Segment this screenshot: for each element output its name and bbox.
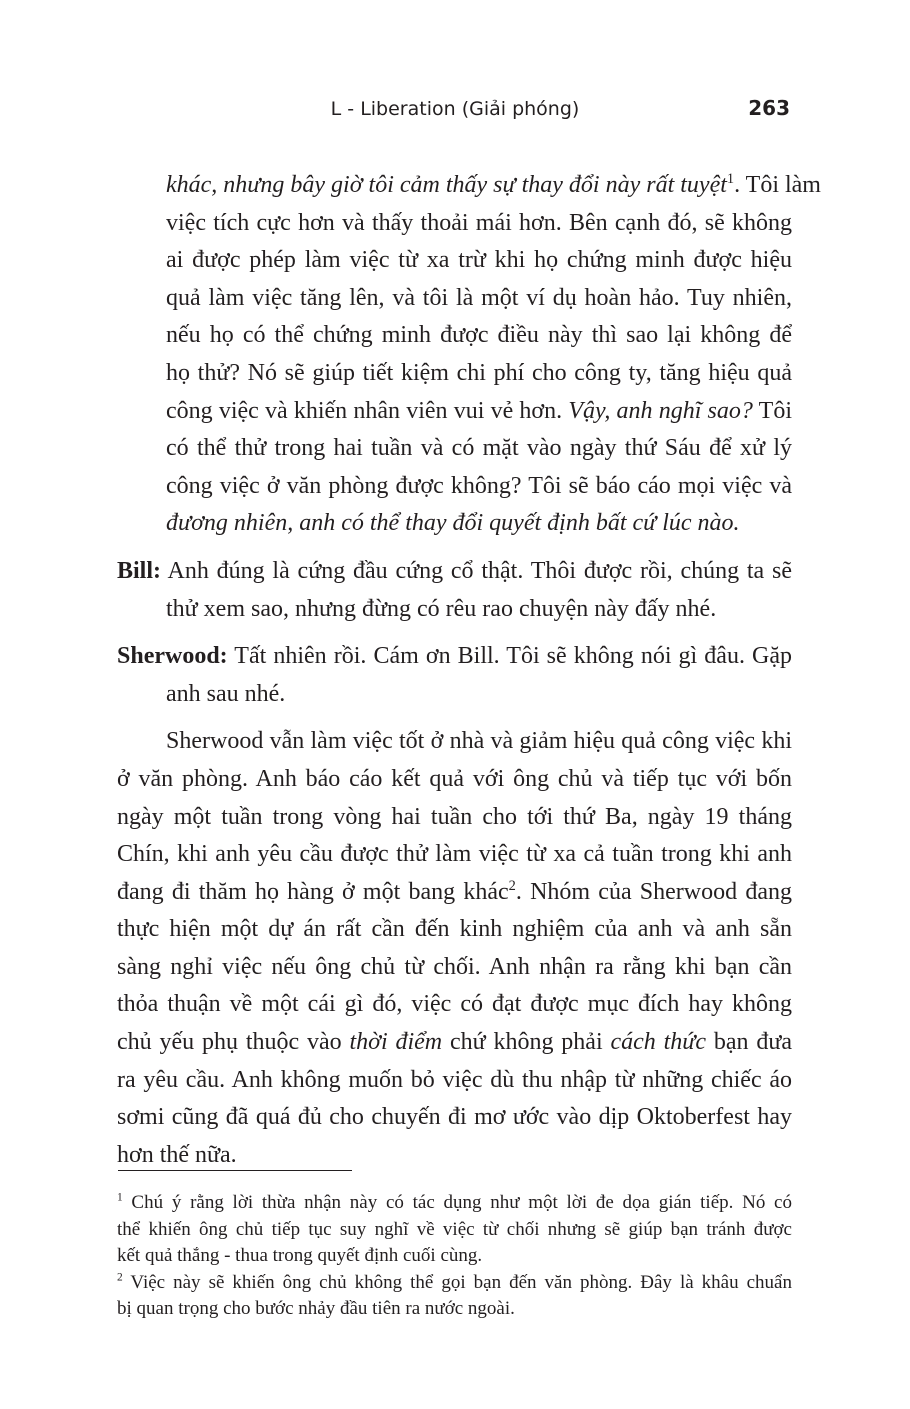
- speaker-name: Sherwood:: [117, 643, 228, 670]
- text-line: Sherwood vẫn làm việc tốt ở nhà và giảm hiệu quả công việc khi: [166, 728, 792, 755]
- footnote-line: $^2$ Việc này sẽ khiến ông chủ không thể gọi bạn đến văn phòng. Đây là khâu chuẩn: [117, 1271, 792, 1293]
- text-line: chủ yếu phụ thuộc vào thời điểm chứ không phải cách thức bạn đưa: [117, 1029, 793, 1056]
- text-line: đang đi thăm họ hàng ở một bang khác$^2$. Nhóm của Sherwood đang: [117, 877, 792, 905]
- dialogue-sherwood: [117, 638, 792, 713]
- text-line: Sherwood: Tất nhiên rồi. Cám ơn Bill. Tôi sẽ không nói gì đâu. Gặp: [117, 643, 792, 670]
- text-line: ở văn phòng. Anh báo cáo kết quả với ông chủ và tiếp tục với bốn: [117, 765, 792, 792]
- text-line: Bill: Anh đúng là cứng đầu cứng cổ thật. Thôi được rồi, chúng ta sẽ: [117, 557, 792, 584]
- text-line: khác, nhưng bây giờ tôi cảm thấy sự thay đổi này rất tuyệt$^1$. Tôi làm: [166, 171, 821, 198]
- text-line: ra yêu cầu. Anh không muốn bỏ việc dù thu nhập từ những chiếc áo: [117, 1066, 792, 1093]
- italic-text: cách thức: [610, 1029, 707, 1056]
- footnote-line: kết quả thắng - thua trong quyết định cuối cùng.: [117, 1245, 483, 1266]
- footnote-1: [117, 1190, 792, 1270]
- footnote-marker: 2: [117, 1271, 123, 1284]
- text-line: [166, 505, 792, 543]
- text-line: công việc ở văn phòng được không? Tôi sẽ báo cáo mọi việc và: [166, 472, 792, 499]
- chapter-title: L - Liberation (Giải phóng): [330, 98, 580, 120]
- dialogue-continuation: [117, 167, 821, 543]
- text-line: thực hiện một dự án rất cần đến kinh nghiệm của anh và anh sẵn: [117, 916, 792, 943]
- text-line: công việc và khiến nhân viên vui vẻ hơn. Vậy, anh nghĩ sao? Tôi: [166, 397, 792, 424]
- italic-text: thời điểm: [349, 1029, 443, 1056]
- text-line: sàng nghỉ việc nếu ông chủ từ chối. Anh nhận ra rằng khi bạn cần: [117, 953, 792, 980]
- italic-text: Vậy, anh nghĩ sao?: [568, 397, 753, 424]
- text-line: thỏa thuận về một cái gì đó, việc có đạt được mục đích hay không: [117, 991, 792, 1018]
- footnote-marker: 1: [117, 1191, 123, 1204]
- footnotes: [117, 1190, 792, 1323]
- text-line: việc tích cực hơn và thấy thoải mái hơn. Bên cạnh đó, sẽ không: [166, 209, 792, 236]
- dialogue-bill: [117, 553, 792, 628]
- running-header: [0, 96, 910, 126]
- narrative-paragraph: [117, 723, 792, 1174]
- footnote-ref-2[interactable]: 2: [508, 877, 516, 894]
- italic-text: khác, nhưng bây giờ tôi cảm thấy sự thay đổi này rất tuyệt: [166, 172, 727, 198]
- footnote-line: bị quan trọng cho bước nhảy đầu tiên ra nước ngoài.: [117, 1298, 515, 1319]
- text-line: sơmi cũng đã quá đủ cho chuyến đi mơ ước vào dịp Oktoberfest hay: [117, 1104, 792, 1131]
- footnote-2: [117, 1270, 792, 1323]
- text-line: quả làm việc tăng lên, và tôi là một ví dụ hoàn hảo. Tuy nhiên,: [166, 284, 792, 311]
- text-line: nếu họ có thể chứng minh được điều này thì sao lại không để: [166, 322, 792, 349]
- text-line: ai được phép làm việc từ xa trừ khi họ chứng minh được hiệu: [166, 247, 792, 274]
- page-number: 263: [748, 96, 790, 120]
- text-line: ngày một tuần trong vòng hai tuần cho tới thứ Ba, ngày 19 tháng: [117, 803, 792, 830]
- italic-text: đương nhiên, anh có thể thay đổi quyết định bất cứ lúc nào.: [166, 510, 740, 537]
- text-line: hơn thế nữa.: [117, 1141, 237, 1168]
- text-line: anh sau nhé.: [166, 680, 286, 707]
- text-line: Chín, khi anh yêu cầu được thử làm việc từ xa cả tuần trong khi anh: [117, 841, 792, 868]
- footnote-divider: [118, 1170, 352, 1171]
- footnote-line: $^1$ Chú ý rằng lời thừa nhận này có tác dụng như một lời đe dọa gián tiếp. Nó có: [117, 1191, 792, 1213]
- text-line: họ thử? Nó sẽ giúp tiết kiệm chi phí cho công ty, tăng hiệu quả: [166, 359, 792, 386]
- text-line: có thể thử trong hai tuần và có mặt vào ngày thứ Sáu để xử lý: [166, 435, 792, 462]
- text-line: thử xem sao, nhưng đừng có rêu rao chuyện này đấy nhé.: [166, 595, 717, 622]
- footnote-line: thể khiến ông chủ tiếp tục suy nghĩ về việc từ chối nhưng sẽ giúp bạn tránh được: [117, 1218, 792, 1240]
- main-text: [117, 167, 821, 1174]
- footnote-ref-1[interactable]: 1: [726, 171, 735, 187]
- speaker-name: Bill:: [117, 557, 162, 584]
